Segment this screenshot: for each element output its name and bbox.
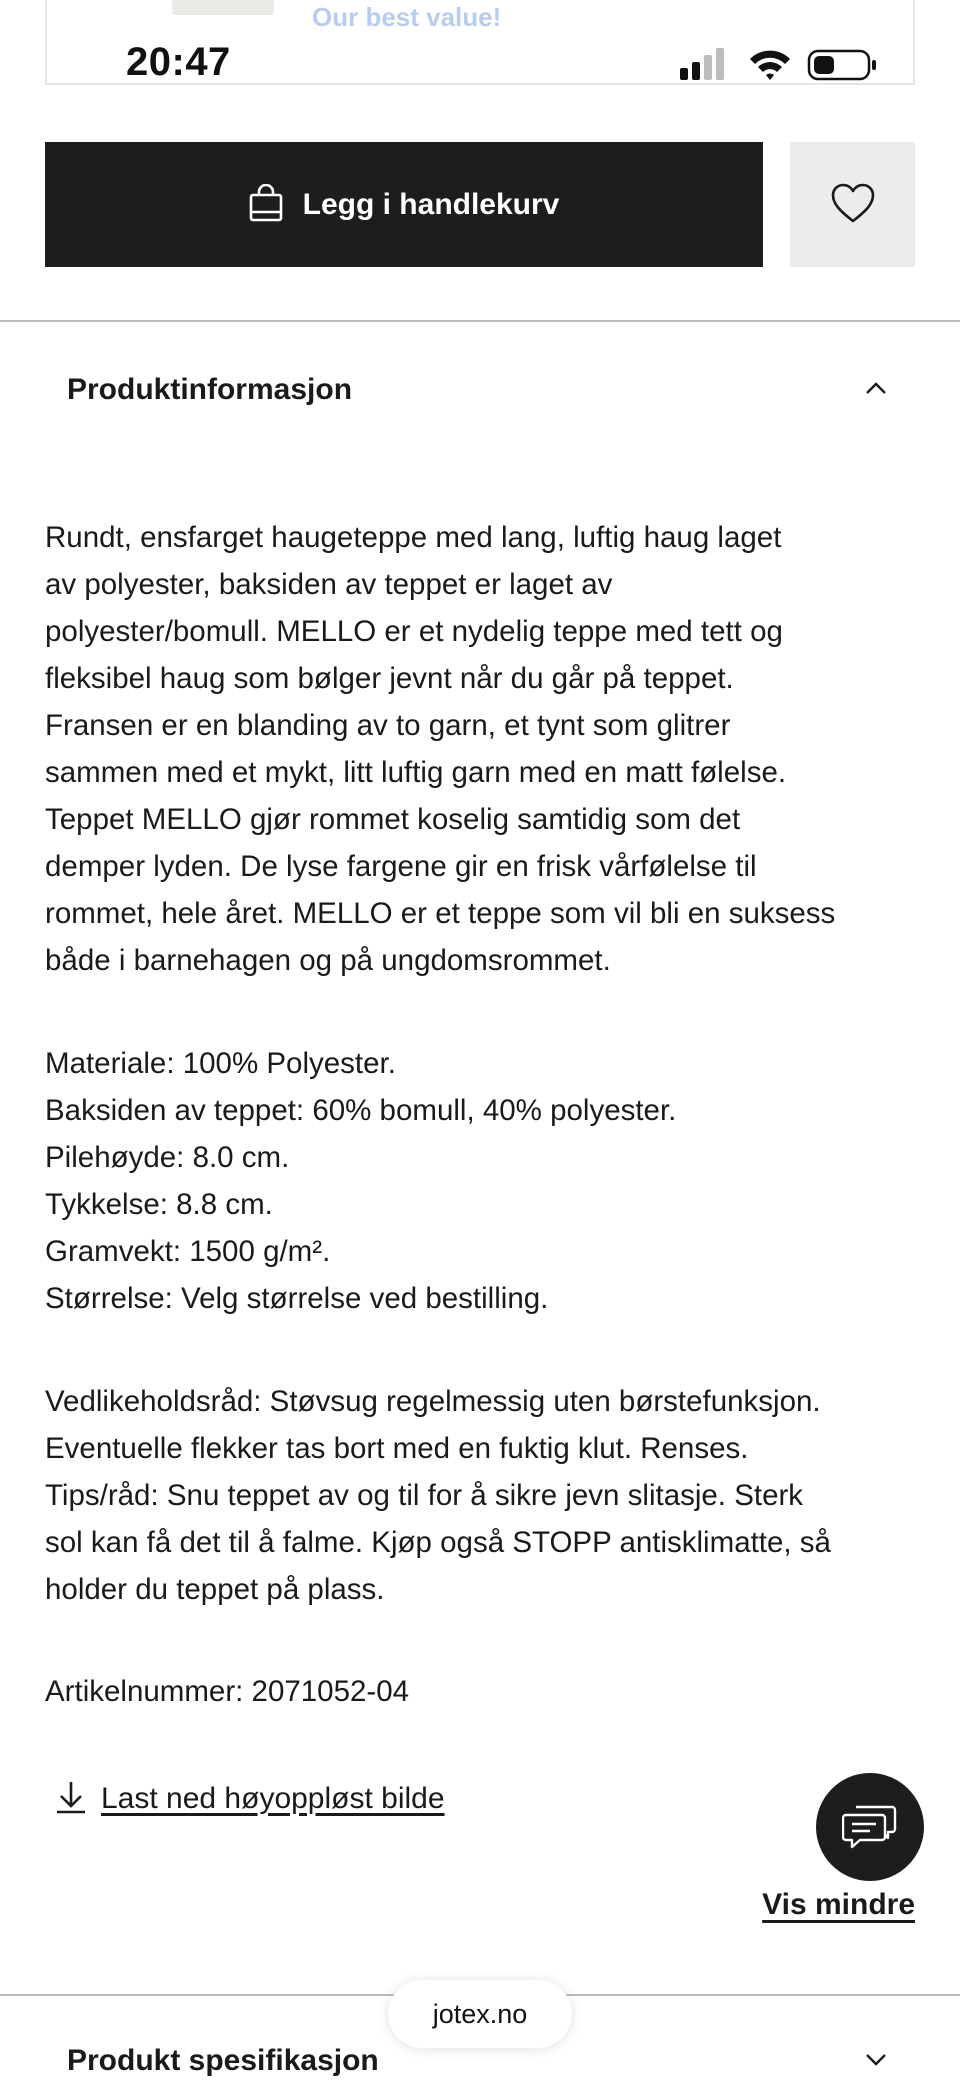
product-specs-list [45,1040,925,1322]
status-icons [680,46,880,86]
description-line: demper lyden. De lyse fargene gir en frisk vårfølelse til [45,850,757,883]
description-line: av polyester, baksiden av teppet er laget av [45,568,613,601]
spec-line: Tykkelse: 8.8 cm. [45,1188,273,1221]
spec-line: Størrelse: Velg størrelse ved bestilling. [45,1282,549,1315]
chevron-down-icon [864,2051,888,2072]
spec-line: Gramvekt: 1500 g/m². [45,1235,331,1268]
show-less-link[interactable]: Vis mindre [762,1888,915,1921]
product-description [45,514,925,984]
browser-url-pill[interactable] [388,1980,572,2048]
article-number [45,1668,925,1715]
battery-icon [809,51,876,79]
description-line: sammen med et mykt, litt luftig garn med en matt følelse. [45,756,787,789]
download-link-label: Last ned høyoppløst bilde [101,1782,445,1815]
spec-line: Baksiden av teppet: 60% bomull, 40% polyester. [45,1094,677,1127]
description-line: både i barnehagen og på ungdomsrommet. [45,944,611,977]
care-line: Eventuelle flekker tas bort med en fuktig klut. Renses. [45,1432,749,1465]
product-spec-title: Produkt spesifikasjon [67,2044,379,2077]
wifi-icon [750,51,790,80]
care-line: Vedlikeholdsråd: Støvsug regelmessig uten børstefunksjon. [45,1385,821,1418]
wishlist-button[interactable] [790,142,915,267]
add-to-cart-label: Legg i handlekurv [302,187,560,221]
shopping-bag-icon [249,184,283,225]
best-value-note: Our best value! [312,2,502,32]
description-line: fleksibel haug som bølger jevnt når du går på teppet. [45,662,734,695]
chevron-up-icon [864,380,888,401]
product-info-title: Produktinformasjon [67,373,353,406]
description-line: Fransen er en blanding av to garn, et tynt som glitrer [45,709,731,742]
article-number-text: Artikelnummer: 2071052-04 [45,1675,410,1708]
care-line: Tips/råd: Snu teppet av og til for å sikre jevn slitasje. Sterk [45,1479,804,1512]
care-instructions [45,1378,925,1613]
spec-line: Pilehøyde: 8.0 cm. [45,1141,290,1174]
url-text: jotex.no [432,1998,528,2029]
care-line: sol kan få det til å falme. Kjøp også STOPP antisklimatte, så [45,1526,831,1559]
status-time: 20:47 [126,40,231,84]
description-line: Rundt, ensfarget haugeteppe med lang, luftig haug laget [45,521,782,554]
description-line: polyester/bomull. MELLO er et nydelig teppe med tett og [45,615,783,648]
chat-bubbles-icon [842,1801,898,1854]
signal-icon [680,48,724,80]
divider [0,320,960,322]
spec-line: Materiale: 100% Polyester. [45,1047,396,1080]
download-icon [55,1780,87,1819]
chat-button[interactable] [816,1773,924,1881]
heart-icon [830,182,876,227]
product-info-accordion-header[interactable] [0,335,960,445]
care-line: holder du teppet på plass. [45,1573,385,1606]
option-thumbnail [172,0,274,15]
description-line: Teppet MELLO gjør rommet koselig samtidig som det [45,803,741,836]
description-line: rommet, hele året. MELLO er et teppe som vil bli en suksess [45,897,836,930]
add-to-cart-button[interactable] [45,142,763,267]
download-image-link[interactable] [55,1774,445,1824]
